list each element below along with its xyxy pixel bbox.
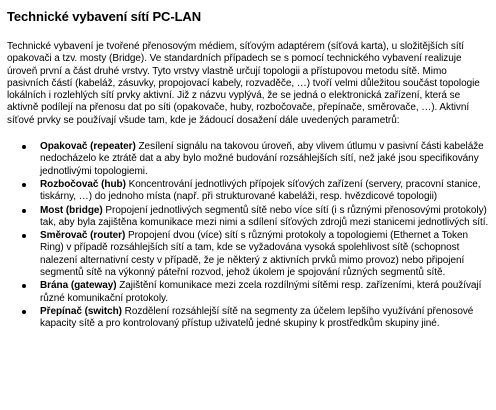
item-term: Opakovač (repeater) (40, 141, 136, 153)
list-item-bridge (7, 205, 490, 230)
item-term: Most (bridge) (40, 204, 103, 216)
item-description: Zesílení signálu na takovou úroveň, aby vlivem útlumu v pasivní části kabeláže nedocházelo ke ztrátě dat a aby bylo možné budování rozsáhlejších sítí, než jaké jsou specifikovány jednotlivými topologiemi. (40, 141, 484, 177)
item-term: Brána (gateway) (40, 280, 117, 292)
item-term: Rozbočovač (hub) (40, 178, 126, 190)
bullet-icon (22, 183, 26, 187)
bullet-icon (22, 310, 26, 314)
bullet-icon (22, 284, 26, 288)
item-description: Rozdělení rozsáhlejší sítě na segmenty za účelem lepšího využívání přenosové kapacity sítě a pro kontrolovaný přístup uživatelů jedné skupiny k prostředkům skupiny jiné. (40, 305, 474, 330)
parameter-list (7, 141, 490, 330)
intro-paragraph: Technické vybavení je tvořené přenosovým médiem, síťovým adaptérem (síťová karta), u složitějších sítí opakovači a tzv. mosty (Bridge). Ve standardních případech se s pomocí technického vybavení realizuje úroveň první a část druhé vrstvy. Tyto vrstvy vlastně určují topologii a přístupovou metodu sítě. Mimo pasivních částí (kabeláž, zásuvky, propojovací kabely, rozvaděče, …) tvoří velmi důležitou součást topologie lokálních i rozlehlých sítí prvky aktivní. Již z názvu vyplývá, že se jedná o elektronická zařízení, která se aktivně podílejí na přenosu dat po síti (opakovače, huby, rozbočovače, přepínače, směrovače, …). Aktivní síťové prvky se používají všude tam, kde je žádoucí dosažení dále uvedených parametrů: (7, 41, 480, 126)
item-description: Propojení dvou (více) sítí s různými protokoly a topologiemi (Ethernet a Token Ring) v případě rozsáhlejších sítí a tam, kde se vyžadována vysoká spolehlivost sítě (schopnost nalezení alternativní cesty v případě, že je některý z aktivních prvků mimo provoz) nebo připojení segmentů sítě na výkonný páteřní rozvod, jehož úkolem je spojování různých segmentů sítě. (40, 230, 468, 279)
list-item-router (7, 230, 490, 279)
bullet-icon (22, 234, 26, 238)
list-item-hub (7, 179, 490, 204)
bullet-icon (22, 145, 26, 149)
item-description: Koncentrování jednotlivých přípojek síťových zařízení (servery, pracovní stanice, tiskárny, …) do jednoho místa (např. při strukturované kabeláži, resp. hvězdicové topologii) (40, 178, 481, 203)
list-item-repeater (7, 141, 490, 178)
bullet-icon (22, 209, 26, 213)
list-item-gateway (7, 280, 490, 305)
item-term: Směrovač (router) (40, 230, 126, 242)
item-description: Zajištění komunikace mezi zcela rozdílnými sítěmi resp. zařízeními, která používají různé komunikační protokoly. (40, 280, 482, 304)
item-term: Přepínač (switch) (40, 305, 122, 317)
page-title: Technické vybavení sítí PC-LAN (7, 9, 201, 24)
item-description: Propojení jednotlivých segmentů sítě nebo více sítí (i s různými přenosovými protokoly) tak, aby byla zajištěna komunikace mezi nimi a sdílení síťových zdrojů mezi stanicemi jednotlivých sítí. (40, 204, 489, 228)
list-item-switch (7, 306, 490, 331)
